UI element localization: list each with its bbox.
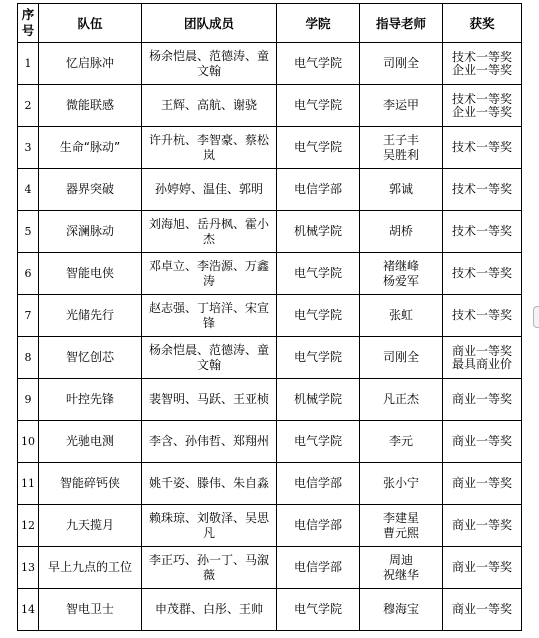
cell-members: 姚千姿、滕伟、朱自淼 xyxy=(142,463,277,505)
table-row xyxy=(18,127,522,169)
cell-college: 机械学院 xyxy=(277,379,360,421)
cell-team: 智电卫士 xyxy=(39,589,142,631)
header-college: 学院 xyxy=(277,4,360,43)
cell-college: 电信学部 xyxy=(277,463,360,505)
header-members: 团队成员 xyxy=(142,4,277,43)
cell-college: 机械学院 xyxy=(277,211,360,253)
header-advisor: 指导老师 xyxy=(360,4,443,43)
table-row xyxy=(18,463,522,505)
table-row xyxy=(18,547,522,589)
cell-college: 电气学院 xyxy=(277,253,360,295)
cell-index: 6 xyxy=(18,253,39,295)
cell-award: 技术一等奖 xyxy=(443,211,522,253)
cell-index: 10 xyxy=(18,421,39,463)
cell-award: 技术一等奖 企业一等奖 xyxy=(443,85,522,127)
cell-award: 技术一等奖 xyxy=(443,253,522,295)
cell-award: 技术一等奖 xyxy=(443,295,522,337)
table-row xyxy=(18,379,522,421)
cell-advisor: 李运甲 xyxy=(360,85,443,127)
cell-index: 13 xyxy=(18,547,39,589)
table-body xyxy=(18,43,522,631)
cell-index: 14 xyxy=(18,589,39,631)
scroll-handle[interactable] xyxy=(533,306,539,328)
cell-team: 微能联感 xyxy=(39,85,142,127)
cell-advisor: 李元 xyxy=(360,421,443,463)
cell-advisor: 胡桥 xyxy=(360,211,443,253)
table-row xyxy=(18,43,522,85)
cell-members: 裴智明、马跃、王亚桢 xyxy=(142,379,277,421)
cell-team: 智能电侠 xyxy=(39,253,142,295)
table-row xyxy=(18,253,522,295)
cell-team: 早上九点的工位 xyxy=(39,547,142,589)
cell-members: 李正巧、孙一丁、马溆薇 xyxy=(142,547,277,589)
table-row xyxy=(18,169,522,211)
cell-college: 电气学院 xyxy=(277,43,360,85)
cell-team: 忆启脉冲 xyxy=(39,43,142,85)
cell-college: 电气学院 xyxy=(277,295,360,337)
cell-advisor: 穆海宝 xyxy=(360,589,443,631)
header-team: 队伍 xyxy=(39,4,142,43)
cell-members: 许升杭、李智豪、蔡松岚 xyxy=(142,127,277,169)
cell-college: 电气学院 xyxy=(277,421,360,463)
cell-team: 九天揽月 xyxy=(39,505,142,547)
cell-members: 杨余恺晨、范德涛、童文翰 xyxy=(142,43,277,85)
cell-award: 商业一等奖 xyxy=(443,589,522,631)
cell-index: 3 xyxy=(18,127,39,169)
table-row xyxy=(18,211,522,253)
cell-team: 生命“脉动” xyxy=(39,127,142,169)
header-index: 序 号 xyxy=(18,4,39,43)
table-row xyxy=(18,295,522,337)
cell-index: 9 xyxy=(18,379,39,421)
cell-advisor: 周迪 祝继华 xyxy=(360,547,443,589)
cell-team: 器界突破 xyxy=(39,169,142,211)
award-table xyxy=(17,3,522,631)
cell-advisor: 王子丰 吴胜利 xyxy=(360,127,443,169)
cell-index: 5 xyxy=(18,211,39,253)
cell-members: 王辉、高航、谢骁 xyxy=(142,85,277,127)
cell-award: 商业一等奖 xyxy=(443,547,522,589)
cell-members: 孙婷婷、温佳、郭明 xyxy=(142,169,277,211)
cell-team: 光储先行 xyxy=(39,295,142,337)
header-award: 获奖 xyxy=(443,4,522,43)
cell-index: 8 xyxy=(18,337,39,379)
cell-advisor: 郭诚 xyxy=(360,169,443,211)
cell-advisor: 张虹 xyxy=(360,295,443,337)
cell-index: 1 xyxy=(18,43,39,85)
cell-index: 7 xyxy=(18,295,39,337)
cell-advisor: 司刚全 xyxy=(360,43,443,85)
cell-team: 智忆创芯 xyxy=(39,337,142,379)
cell-members: 李含、孙伟哲、郑翔州 xyxy=(142,421,277,463)
table-row xyxy=(18,337,522,379)
cell-college: 电信学部 xyxy=(277,547,360,589)
cell-award: 商业一等奖 xyxy=(443,421,522,463)
cell-award: 技术一等奖 xyxy=(443,127,522,169)
table-row xyxy=(18,85,522,127)
cell-advisor: 凡正杰 xyxy=(360,379,443,421)
header-row xyxy=(18,4,522,43)
cell-members: 赖珠琼、刘敬泽、吴思凡 xyxy=(142,505,277,547)
cell-members: 邓卓立、李浩源、万鑫涛 xyxy=(142,253,277,295)
cell-award: 商业一等奖 最具商业价 xyxy=(443,337,522,379)
cell-college: 电气学院 xyxy=(277,85,360,127)
table-row xyxy=(18,505,522,547)
cell-award: 商业一等奖 xyxy=(443,505,522,547)
cell-advisor: 李建星 曹元熙 xyxy=(360,505,443,547)
cell-college: 电气学院 xyxy=(277,337,360,379)
cell-college: 电气学院 xyxy=(277,589,360,631)
cell-index: 2 xyxy=(18,85,39,127)
cell-award: 商业一等奖 xyxy=(443,463,522,505)
cell-advisor: 张小宁 xyxy=(360,463,443,505)
cell-award: 技术一等奖 企业一等奖 xyxy=(443,43,522,85)
cell-award: 技术一等奖 xyxy=(443,169,522,211)
cell-college: 电信学部 xyxy=(277,169,360,211)
cell-members: 杨余恺晨、范德涛、童文翰 xyxy=(142,337,277,379)
cell-award: 商业一等奖 xyxy=(443,379,522,421)
cell-advisor: 褚继峰 杨爱军 xyxy=(360,253,443,295)
cell-index: 11 xyxy=(18,463,39,505)
cell-advisor: 司刚全 xyxy=(360,337,443,379)
table-row xyxy=(18,589,522,631)
cell-college: 电气学院 xyxy=(277,127,360,169)
cell-members: 赵志强、丁培洋、宋宣锋 xyxy=(142,295,277,337)
table-row xyxy=(18,421,522,463)
cell-team: 叶控先锋 xyxy=(39,379,142,421)
cell-team: 深澜脉动 xyxy=(39,211,142,253)
cell-index: 4 xyxy=(18,169,39,211)
cell-college: 电信学部 xyxy=(277,505,360,547)
cell-members: 申茂群、白彤、王帅 xyxy=(142,589,277,631)
cell-index: 12 xyxy=(18,505,39,547)
cell-members: 刘海旭、岳丹枫、霍小杰 xyxy=(142,211,277,253)
cell-team: 光驰电测 xyxy=(39,421,142,463)
cell-team: 智能碎钙侠 xyxy=(39,463,142,505)
